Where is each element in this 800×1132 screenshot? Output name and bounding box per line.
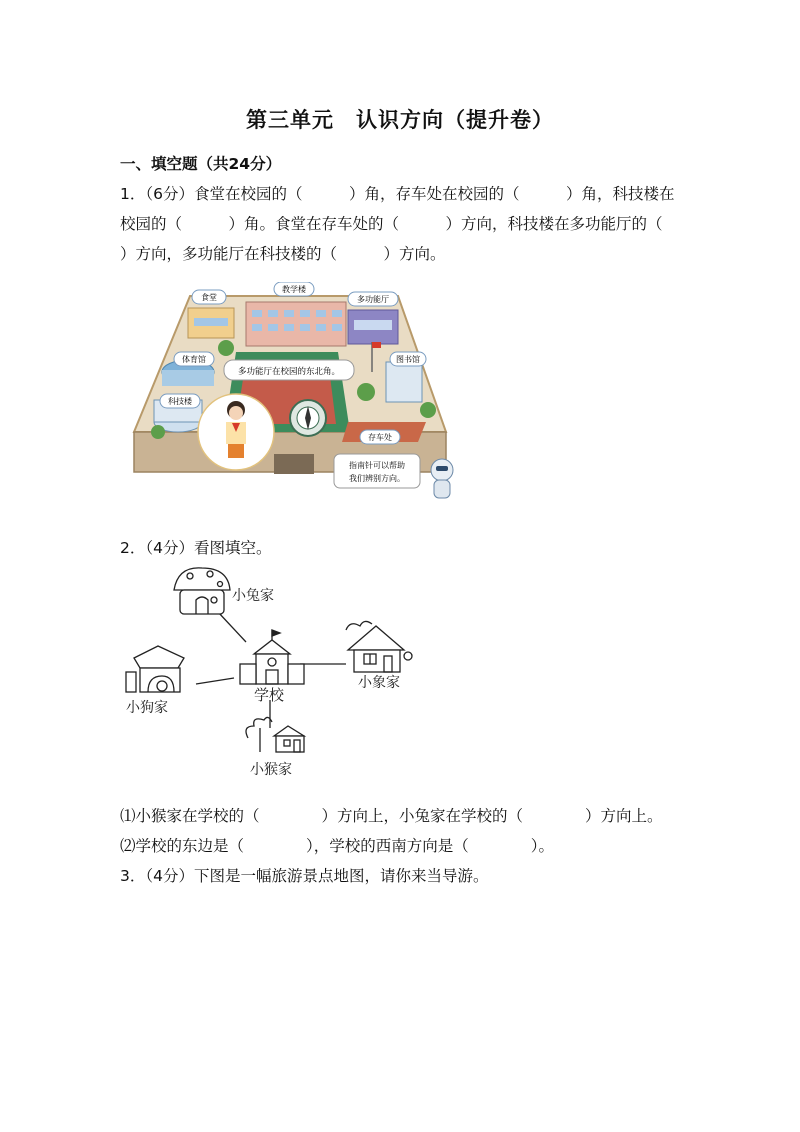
q1-line3: ）方向，多功能厅在科技楼的（ ）方向。 [120,245,446,263]
girl-speech: 多功能厅在校园的东北角。 [237,367,341,377]
q1-line2: 校园的（ ）角。食堂在存车处的（ ）方向，科技楼在多功能厅的（ [120,215,663,233]
dog-house-icon [126,646,184,692]
robot-speech-1: 指南针可以帮助 [349,461,405,470]
q3-prompt: 3．（4分）下图是一幅旅游景点地图，请你来当导游。 [120,867,489,885]
label-school: 学校 [254,686,285,704]
label-bike-shed: 存车处 [368,433,392,442]
robot-speech-2: 我们辨别方向。 [349,474,405,483]
label-tech-building: 科技楼 [168,397,192,406]
campus-illustration [128,282,460,504]
q2-sub1: ⑴小猴家在学校的（ ）方向上，小兔家在学校的（ ）方向上。 [120,807,663,825]
label-elephant: 小象家 [358,675,400,691]
q2-prompt: 2．（4分）看图填空。 [120,539,272,557]
label-monkey: 小猴家 [250,762,292,778]
label-dog: 小狗家 [126,700,168,716]
label-teaching-building: 教学楼 [282,285,306,294]
label-canteen: 食堂 [201,293,217,302]
school-icon [240,630,304,684]
label-multi-hall: 多功能厅 [357,295,389,304]
label-gym: 体育馆 [182,355,206,364]
page-title: 第三单元 认识方向（提升卷） [246,108,554,132]
label-rabbit: 小兔家 [232,588,274,604]
rabbit-house-icon [174,568,230,614]
neighborhood-map [118,560,428,786]
q1-line1: 1．（6分）食堂在校园的（ ）角，存车处在校园的（ ）角，科技楼在 [120,185,675,203]
monkey-house-icon [246,717,304,752]
section-heading: 一、填空题（共24分） [120,155,282,173]
elephant-house-icon [346,621,412,672]
label-library: 图书馆 [396,355,420,364]
q2-sub2: ⑵学校的东边是（ ），学校的西南方向是（ ）。 [120,837,555,855]
